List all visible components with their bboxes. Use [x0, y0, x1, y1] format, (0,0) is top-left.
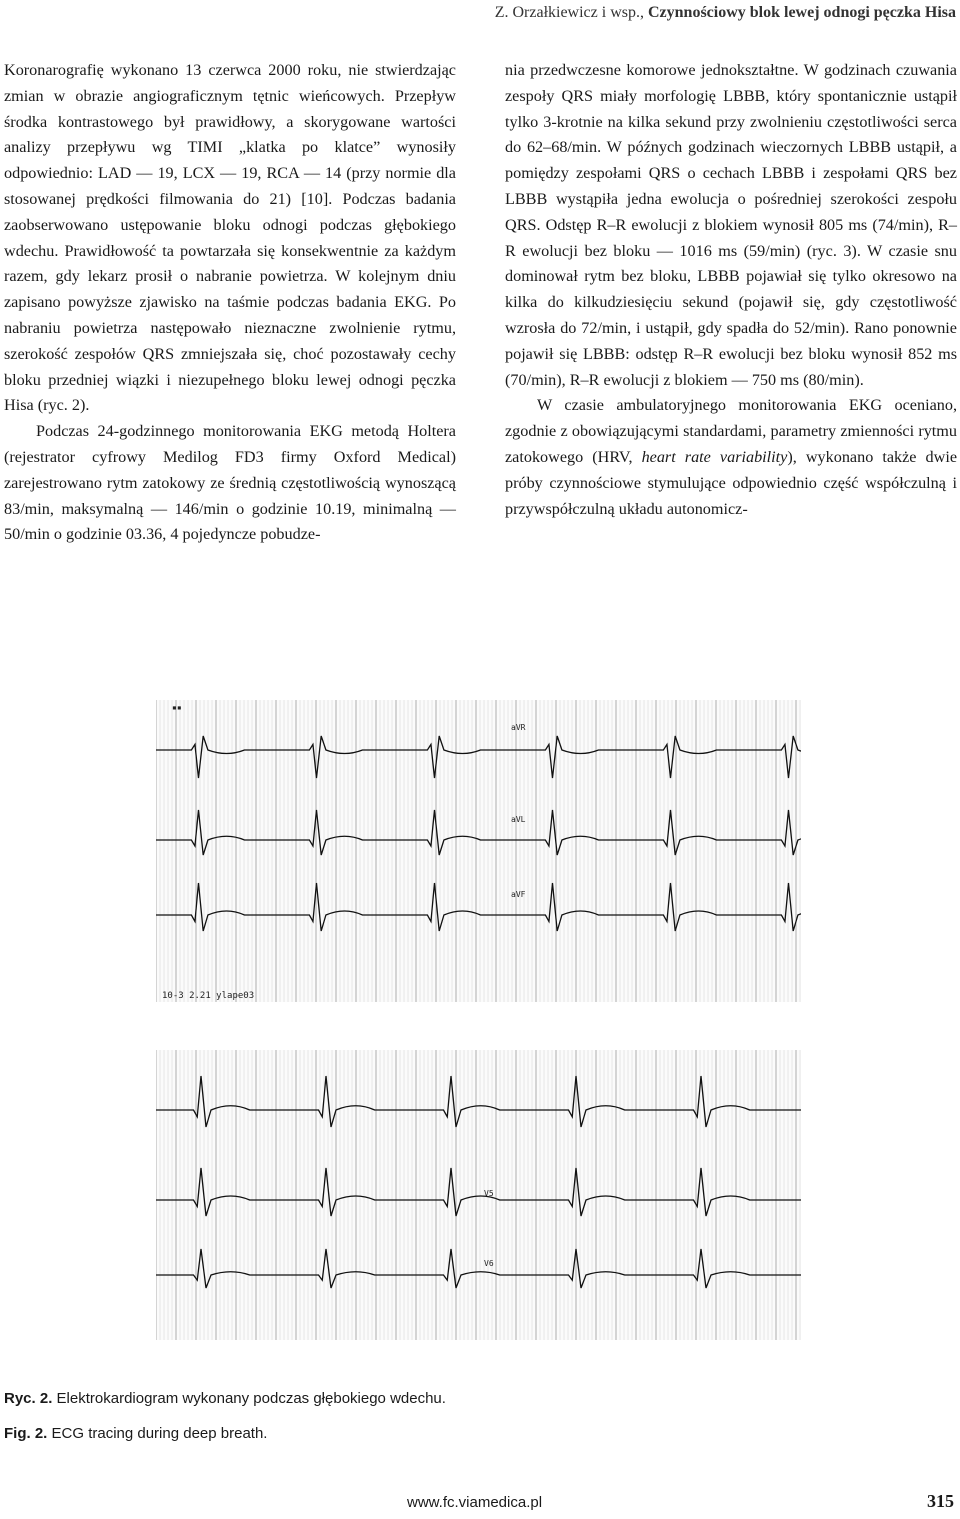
- corner-mark: ▪▪: [172, 703, 182, 712]
- paragraph: [505, 393, 957, 522]
- paragraph: Podczas 24-godzinnego monitorowania EKG metodą Holtera (rejestrator cyfrowy Medilog FD3 firmy Oxford Medical) zarejestrowano rytm zatokowy ze średnią częstotliwością wynoszącą 83/min, maksymalną — 146/min o godzinie 10.19, minimalną — 50/min o godzinie 03.36, 4 pojedyncze pobudze-: [4, 422, 456, 544]
- figure-caption-pl: [4, 1390, 446, 1407]
- caption-text: ECG tracing during deep breath.: [51, 1425, 268, 1442]
- ecg-figure-top: [156, 700, 801, 1002]
- ecg-footer-text: 10-3 2.21 ylape03: [162, 991, 255, 1001]
- header-title: Czynnościowy blok lewej odnogi pęczka Hisa: [647, 4, 956, 21]
- figure-caption-en: [4, 1425, 267, 1442]
- ecg-figure-bottom: [156, 1050, 801, 1340]
- ecg-lead-label: V5: [484, 1189, 494, 1198]
- page-number: 315: [927, 1491, 954, 1511]
- ecg-lead-label: aVL: [511, 815, 526, 824]
- caption-label: Fig. 2.: [4, 1425, 48, 1442]
- left-column: [4, 58, 456, 548]
- paragraph: nia przedwczesne komorowe jednokształtne. W godzinach czuwania zespoły QRS miały morfologię LBBB, który spontanicznie ustąpił tylko 3-krotnie na kilka sekund przy zwolnieniu częstotliwości serca do 62–68/min. W późnych godzinach wieczornych LBBB ustąpił, a pomiędzy zespołami QRS o cechach LBBB i zespołami QRS bez LBBB wystąpiła jedna ewolucja o pośredniej szerokości zespołu QRS. Odstęp R–R ewolucji z blokiem wynosił 805 ms (74/min), R–R ewolucji bez bloku — 1016 ms (59/min) (ryc. 3). W czasie snu dominował rytm bez bloku, LBBB pojawiał się tylko okresowo na kilka do kilkudziesięciu sekund (pojawił się, gdy częstotliwość wzrosła do 72/min, i ustąpił, gdy spadła do 52/min). Rano ponownie pojawił się LBBB: odstęp R–R ewolucji bez bloku wynosił 852 ms (70/min), R–R ewolucji z blokiem — 750 ms (80/min).: [505, 61, 957, 389]
- caption-label: Ryc. 2.: [4, 1390, 53, 1407]
- ecg-lead-label: V6: [484, 1259, 494, 1268]
- ecg-strip-bottom: [156, 1050, 801, 1340]
- ecg-strip-top: [156, 700, 801, 1002]
- text-span: ), wykonano także dwie próby czynnościowe stymulujące odpowiednio część współczulną i przywspółczulną układu autonomicz-: [505, 447, 957, 518]
- paragraph: Koronarografię wykonano 13 czerwca 2000 roku, nie stwierdzając zmian w obrazie angiograficznym tętnic wieńcowych. Przepływ środka kontrastowego był prawidłowy, a skorygowane wartości analizy przepływu wg TIMI „klatka po klatce” wynosiły odpowiednio: LAD — 19, LCX — 19, RCA — 14 (przy normie dla stosowanej prędkości filmowania do 21) [10]. Podczas badania zaobserwowano ustępowanie bloku odnogi podczas głębokiego wdechu. Prawidłowość ta powtarzała się konsekwentnie za każdym razem, gdy lekarz prosił o nabranie powietrza. W kolejnym dniu zapisano powyższe zjawisko na taśmie podczas badania EKG. Po nabraniu powietrza następowało nieznaczne zwolnienie rytmu, szerokość zespołów QRS zmniejszała się, choć pozostawały cechy bloku przedniej wiązki i niezupełnego bloku lewej odnogi pęczka Hisa (ryc. 2).: [4, 61, 456, 415]
- running-header: [495, 4, 956, 22]
- ecg-lead-label: aVR: [511, 723, 526, 732]
- header-authors: Z. Orzałkiewicz i wsp.,: [494, 4, 644, 21]
- ecg-lead-label: aVF: [511, 890, 526, 899]
- text-span: W czasie ambulatoryjnego monitorowania EKG oceniano, zgodnie z obowiązującymi standardami, parametry zmienności rytmu zatokowego (HRV,: [505, 396, 957, 466]
- caption-text: Elektrokardiogram wykonany podczas głębokiego wdechu.: [56, 1390, 446, 1407]
- right-column: [505, 58, 957, 522]
- footer-url[interactable]: www.fc.viamedica.pl: [407, 1494, 543, 1511]
- emphasis-term: heart rate variability: [641, 447, 788, 466]
